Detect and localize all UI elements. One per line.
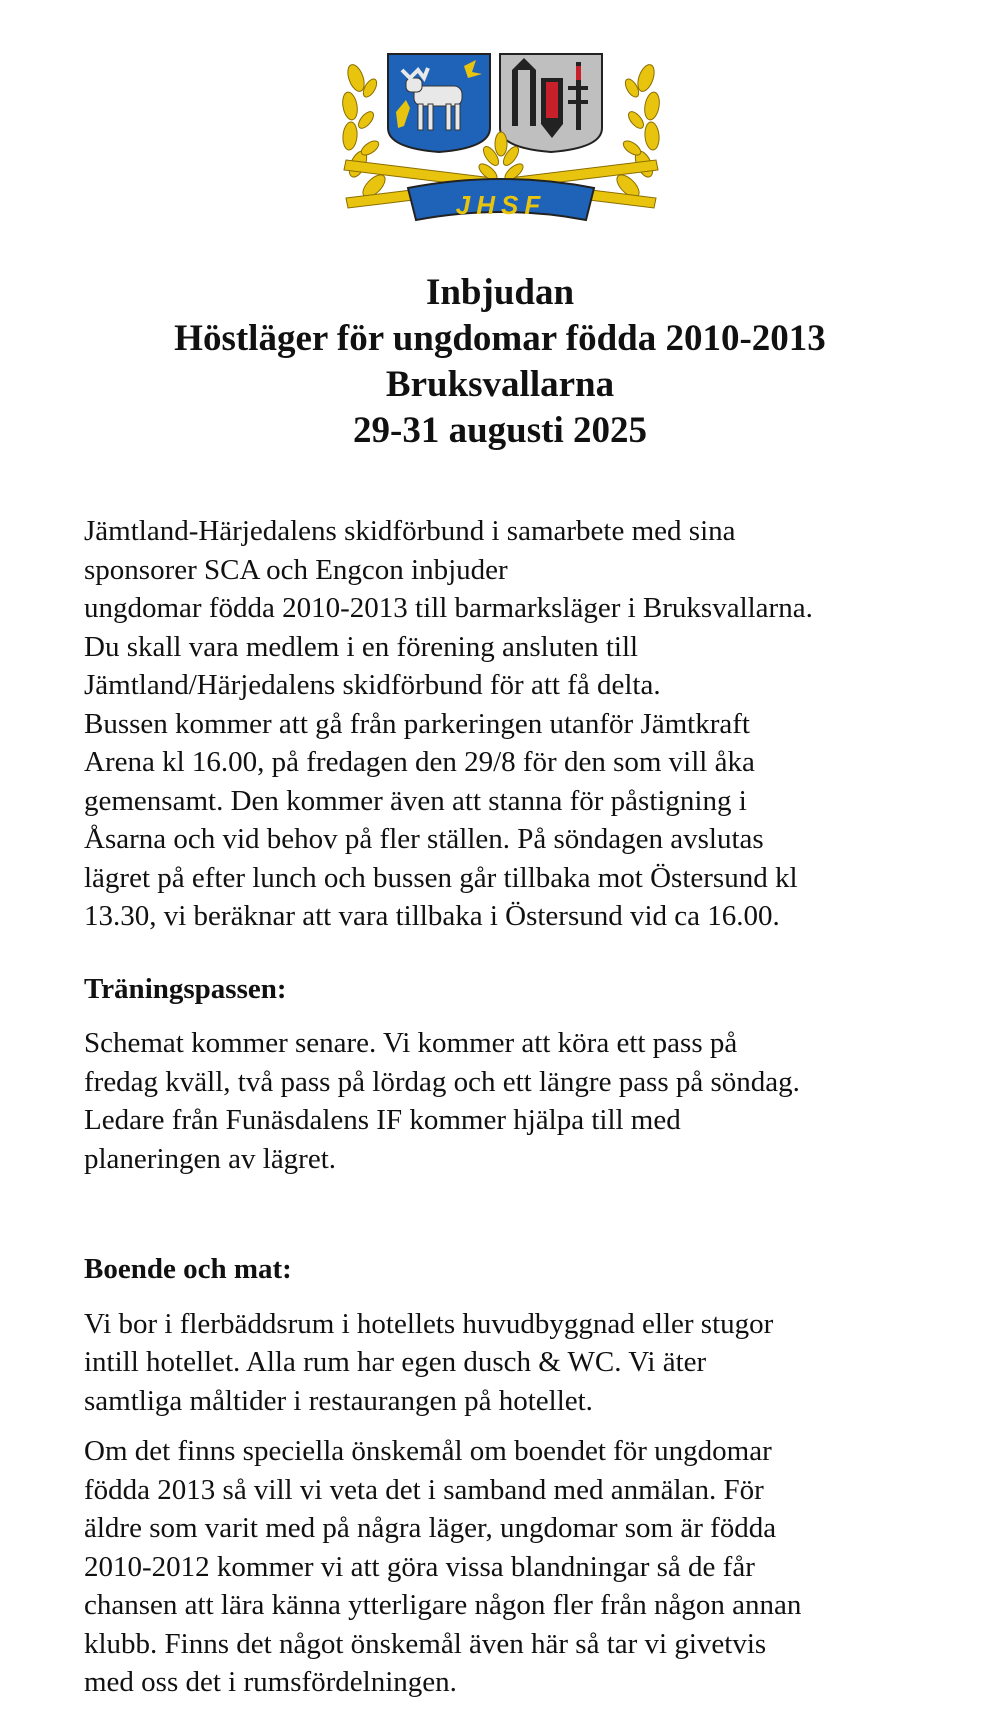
- logo-text: JHSF: [455, 190, 547, 220]
- intro-line: Du skall vara medlem i en förening ansluten till: [84, 630, 639, 663]
- intro-line: Bussen kommer att gå från parkeringen utanför Jämtkraft: [84, 707, 750, 740]
- training-line: planeringen av lägret.: [84, 1142, 337, 1175]
- intro-paragraph: [84, 512, 964, 936]
- title-line-2: Höstläger för ungdomar födda 2010-2013: [174, 318, 826, 359]
- intro-line: Jämtland/Härjedalens skidförbund för att få delta.: [84, 669, 661, 701]
- intro-line: Arena kl 16.00, på fredagen den 29/8 för den som vill åka: [84, 746, 755, 778]
- training-heading: Träningspassen:: [84, 972, 287, 1005]
- title-line-3: Bruksvallarna: [385, 364, 615, 405]
- intro-line: Åsarna och vid behov på fler ställen. På söndagen avslutas: [84, 823, 764, 855]
- title-line-4: 29-31 augusti 2025: [353, 410, 647, 451]
- lodging-line: Om det finns speciella önskemål om boendet för ungdomar: [84, 1435, 772, 1467]
- intro-line: sponsorer SCA och Engcon inbjuder: [84, 553, 508, 586]
- lodging-line: födda 2013 så vill vi veta det i samband med anmälan. För: [84, 1473, 764, 1506]
- lodging-line: med oss det i rumsfördelningen.: [84, 1666, 457, 1698]
- invitation-body: [84, 512, 964, 1702]
- training-line: Schemat kommer senare. Vi kommer att köra ett pass på: [84, 1027, 738, 1059]
- intro-line: lägret på efter lunch och bussen går tillbaka mot Östersund kl: [84, 861, 798, 894]
- intro-line: ungdomar födda 2010-2013 till barmarksläger i Bruksvallarna.: [84, 592, 813, 624]
- jhsf-emblem-icon: [336, 48, 666, 244]
- training-line: Ledare från Funäsdalens IF kommer hjälpa till med: [84, 1104, 681, 1136]
- intro-line: 13.30, vi beräknar att vara tillbaka i Östersund vid ca 16.00.: [84, 900, 780, 932]
- lodging-line: samtliga måltider i restaurangen på hotellet.: [84, 1384, 593, 1417]
- training-line: fredag kväll, två pass på lördag och ett längre pass på söndag.: [84, 1065, 800, 1098]
- intro-line: gemensamt. Den kommer även att stanna för påstigning i: [84, 784, 747, 817]
- lodging-paragraph-1: [84, 1305, 964, 1421]
- lodging-line: chansen att lära känna ytterligare någon fler från någon annan: [84, 1589, 802, 1621]
- lodging-heading: Boende och mat:: [84, 1253, 292, 1285]
- title-line-1: Inbjudan: [425, 272, 575, 313]
- intro-line: Jämtland-Härjedalens skidförbund i samarbete med sina: [84, 515, 736, 547]
- jhsf-logo: [336, 48, 666, 244]
- lodging-line: äldre som varit med på några läger, ungdomar som är födda: [84, 1512, 777, 1544]
- lodging-paragraph-2: [84, 1432, 964, 1702]
- training-paragraph: [84, 1024, 964, 1178]
- lodging-line: 2010-2012 kommer vi att göra vissa blandningar så de får: [84, 1550, 755, 1583]
- lodging-line: intill hotellet. Alla rum har egen dusch & WC. Vi äter: [84, 1346, 707, 1378]
- lodging-line: klubb. Finns det något önskemål även här så tar vi givetvis: [84, 1627, 767, 1660]
- lodging-line: Vi bor i flerbäddsrum i hotellets huvudbyggnad eller stugor: [84, 1307, 774, 1340]
- invitation-title: [0, 270, 1000, 454]
